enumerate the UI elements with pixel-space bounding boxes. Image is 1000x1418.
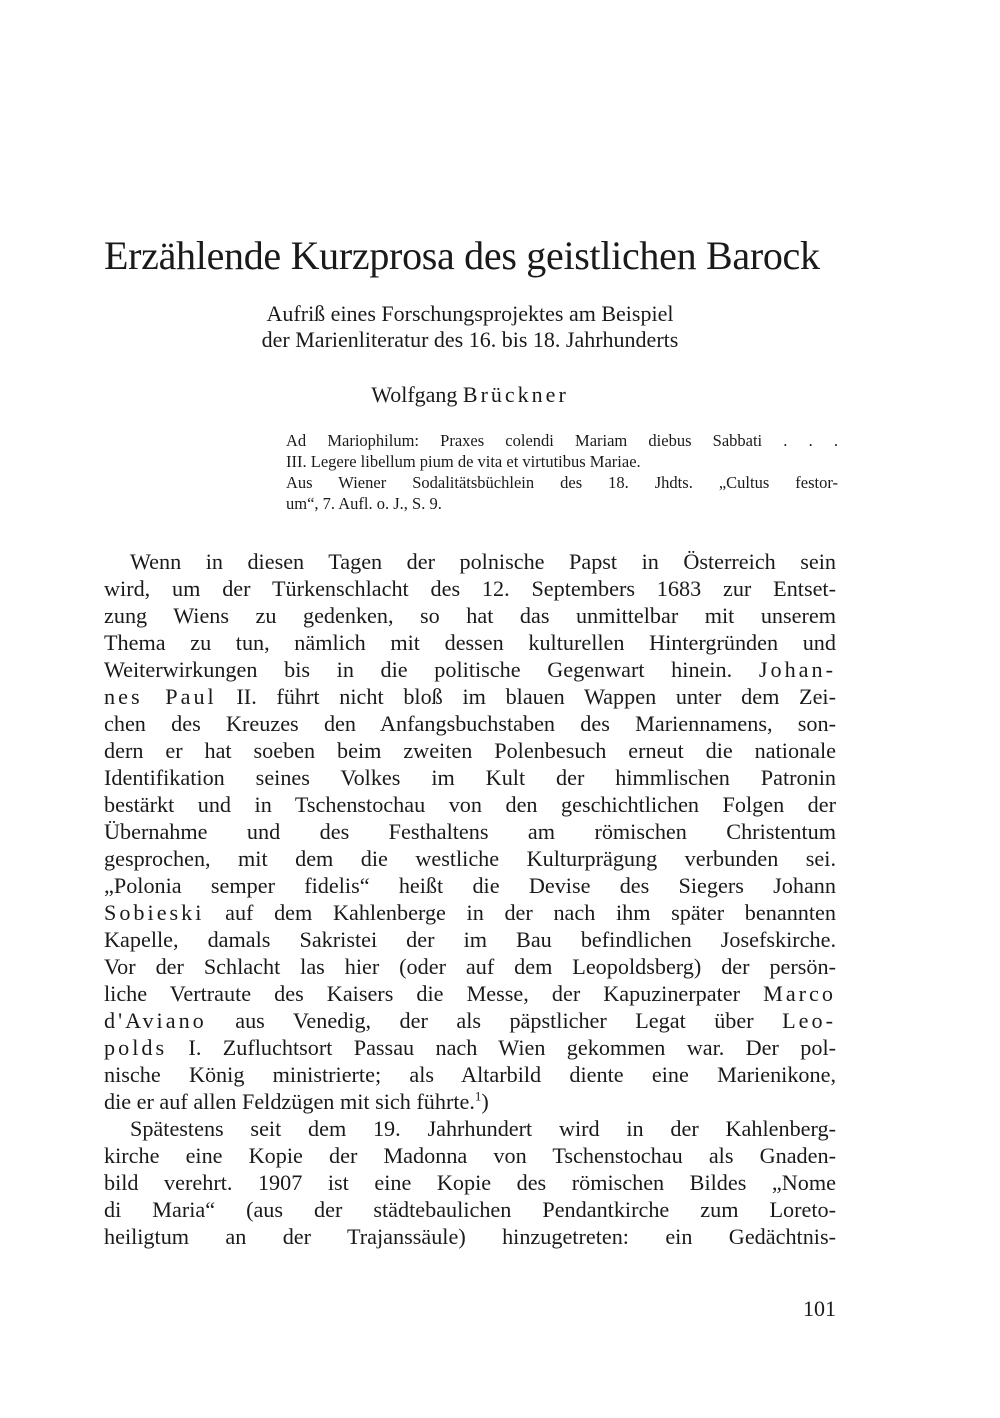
body-line: gesprochen, mit dem die westliche Kulturprägung verbunden sei.	[104, 846, 836, 871]
body-text-run: die er auf allen Feldzügen mit sich führte.	[104, 1089, 475, 1114]
body-line: nische König ministrierte; als Altarbild diente eine Marienikone,	[104, 1062, 836, 1087]
page-number: 101	[803, 1296, 836, 1321]
epigraph-line: Aus Wiener Sodalitätsbüchlein des 18. Jhdts. „Cultus festor-	[286, 473, 838, 492]
body-line: Wenn in diesen Tagen der polnische Papst in Österreich sein	[130, 549, 836, 574]
body-line: Übernahme und des Festhaltens am römischen Christentum	[104, 819, 836, 844]
epigraph-line: III. Legere libellum pium de vita et virtutibus Mariae.	[286, 452, 641, 471]
body-text-run: )	[481, 1089, 489, 1114]
name-spaced: Marco	[763, 981, 837, 1006]
body-line: kirche eine Kopie der Madonna von Tschenstochau als Gnaden-	[104, 1143, 836, 1168]
body-line: Spätestens seit dem 19. Jahrhundert wird in der Kahlenberg-	[130, 1116, 836, 1141]
article-subtitle	[150, 301, 790, 353]
author-last-name: Brückner	[462, 382, 569, 407]
name-spaced: nes Paul	[104, 684, 217, 709]
body-line: „Polonia semper fidelis“ heißt die Devise des Siegers Johann	[104, 873, 836, 898]
name-spaced: Sobieski	[104, 900, 205, 925]
body-line: Identifikation seines Volkes im Kult der himmlischen Patronin	[104, 765, 836, 790]
body-line	[104, 683, 836, 710]
epigraph	[286, 430, 838, 514]
name-spaced: d'Aviano	[104, 1008, 207, 1033]
body-line	[104, 656, 836, 683]
body-line	[104, 1007, 836, 1034]
author-byline	[150, 382, 790, 408]
subtitle-line: der Marienliteratur des 16. bis 18. Jahrhunderts	[261, 327, 679, 352]
body-line: dern er hat soeben beim zweiten Polenbesuch erneut die nationale	[104, 738, 836, 763]
body-line: heiligtum an der Trajanssäule) hinzugetreten: ein Gedächtnis-	[104, 1224, 836, 1249]
body-line: Kapelle, damals Sakristei der im Bau befindlichen Josefskirche.	[104, 927, 836, 952]
body-line: wird, um der Türkenschlacht des 12. Septembers 1683 zur Entset-	[104, 576, 836, 601]
body-line	[104, 1034, 836, 1061]
body-line: Thema zu tun, nämlich mit dessen kulturellen Hintergründen und	[104, 630, 836, 655]
body-text-run: II. führt nicht bloß im blauen Wappen unter dem Zei-	[216, 684, 836, 709]
epigraph-line: um“, 7. Aufl. o. J., S. 9.	[286, 494, 442, 513]
body-line: bestärkt und in Tschenstochau von den geschichtlichen Folgen der	[104, 792, 836, 817]
body-text-run: liche Vertraute des Kaisers die Messe, der Kapuzinerpater	[104, 981, 741, 1006]
body-line: Vor der Schlacht las hier (oder auf dem Leopoldsberg) der persön-	[104, 954, 836, 979]
body-text	[104, 548, 836, 1250]
body-line	[104, 899, 836, 926]
body-line	[104, 1088, 836, 1115]
body-text-run: Weiterwirkungen bis in die politische Gegenwart hinein.	[104, 657, 733, 682]
name-spaced: polds	[104, 1035, 168, 1060]
article-title: Erzählende Kurzprosa des geistlichen Barock	[104, 233, 820, 278]
footnote-marker[interactable]: 1	[474, 1088, 482, 1104]
epigraph-line: Ad Mariophilum: Praxes colendi Mariam diebus Sabbati . . .	[286, 431, 838, 450]
name-spaced: Johan-	[758, 657, 837, 682]
body-line: chen des Kreuzes den Anfangsbuchstaben des Mariennamens, son-	[104, 711, 836, 736]
name-spaced: Leo-	[782, 1008, 836, 1033]
author-first-name: Wolfgang	[371, 382, 458, 407]
body-line: zung Wiens zu gedenken, so hat das unmittelbar mit unserem	[104, 603, 836, 628]
body-line	[104, 980, 836, 1007]
subtitle-line: Aufriß eines Forschungsprojektes am Beispiel	[266, 301, 674, 326]
body-text-run: aus Venedig, der als päpstlicher Legat über	[206, 1008, 754, 1033]
body-line: di Maria“ (aus der städtebaulichen Pendantkirche zum Loreto-	[104, 1197, 836, 1222]
body-line: bild verehrt. 1907 ist eine Kopie des römischen Bildes „Nome	[104, 1170, 836, 1195]
body-text-run: I. Zufluchtsort Passau nach Wien gekommen war. Der pol-	[167, 1035, 836, 1060]
body-text-run: auf dem Kahlenberge in der nach ihm später benannten	[204, 900, 836, 925]
